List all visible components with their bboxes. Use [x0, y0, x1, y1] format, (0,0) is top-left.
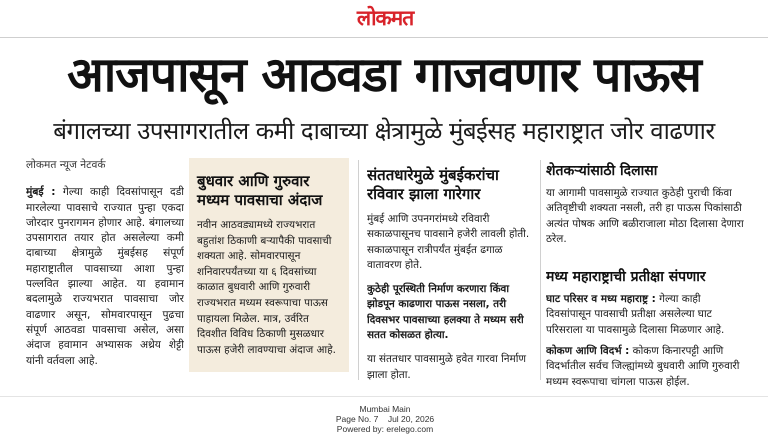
box-text: नवीन आठवड्यामध्ये राज्यभरात बहुतांश ठिकाणी बऱ्यापैकी पावसाची शक्यता आहे. सोमवारपासून शनिवारपर्यंतच्या या ६ दिवसांच्या काळात बुधवारी आणि गुरुवारी राज्यभरात मध्यम स्वरूपाचा पाऊस पाहायला मिळेल. मात्र, उर्वरित दिवशीत विविध ठिकाणी मुसळधार पाऊस हजेरी लावण्याचा अंदाज आहे.	[197, 219, 336, 356]
forecast-box	[189, 158, 349, 372]
page-footer	[300, 404, 470, 434]
central-heading: मध्य महाराष्ट्राची प्रतीक्षा संपणार	[546, 269, 706, 286]
farmers-text: या आगामी पावसामुळे राज्यात कुठेही पुराची किंवा अतिवृष्टीची शक्यता नसली, तरी हा पाऊस पिकांसाठी अत्यंत पोषक आणि बळीराजाला मोठा दिलासा देणारा ठरेल.	[546, 187, 744, 245]
newspaper-logo: लोकमत	[356, 6, 414, 30]
region-ghat-label: घाट परिसर व मध्य महाराष्ट्र :	[546, 293, 656, 306]
column-divider	[540, 160, 541, 380]
lead-text: गेल्या काही दिवसांपासून दडी मारलेल्या पावसाचे राज्यात पुन्हा एकदा जोरदार पुनरागमन होणार आहे. बंगालच्या उपसागरात तयार होत असलेल्या कमी दाबाच्या क्षेत्रामुळे मुंबईसह संपूर्ण महाराष्ट्रातील पावसाच्या आशा पुन्हा पल्लवित झाल्या आहेत. या हवामान बदलामुळे राज्यभरात पावसाचा जोर वाढणार असून, सोमवारपासून पुढचा संपूर्ण आठवडा पावसाचा असेल, असा अंदाज हवामान अभ्यासक अथ्रेय शेट्टी यांनी वर्तवला आहे.	[26, 186, 184, 367]
farmers-heading: शेतकऱ्यांसाठी दिलासा	[546, 163, 658, 179]
mumbai-heading: संततधारेमुळे मुंबईकरांचा रविवार झाला गारेगार	[367, 166, 499, 203]
headline: आजपासून आठवडा गाजवणार पाऊस	[67, 47, 701, 103]
subheadline: बंगालच्या उपसागरातील कमी दाबाच्या क्षेत्रामुळे मुंबईसह महाराष्ट्रात जोर वाढणार	[53, 117, 715, 145]
column-divider	[358, 160, 359, 380]
page-number: Page No. 7	[335, 414, 379, 424]
edition-label: Mumbai Main	[359, 404, 411, 414]
box-heading: बुधवार आणि गुरुवार मध्यम पावसाचा अंदाज	[197, 172, 323, 209]
byline: लोकमत न्यूज नेटवर्क	[26, 159, 106, 171]
powered-by: Powered by: erelego.com	[336, 424, 434, 434]
lead-paragraph	[26, 185, 184, 369]
region-ghat-text: गेल्या काही दिवसांपासून पावसाची प्रतीक्षा असलेल्या घाट परिसराला या पावसामुळे दिलासा मिळणार आहे.	[546, 293, 725, 336]
lead-column	[26, 158, 184, 388]
mumbai-para-3: या संततधार पावसामुळे हवेत गारवा निर्माण झाला होता.	[367, 353, 526, 381]
mumbai-para-2: कुठेही पूरस्थिती निर्माण करणारा किंवा झोडपून काढणारा पाऊस नसला, तरी दिवसभर पावसाच्या हलक्या ते मध्यम सरी सतत कोसळत होत्या.	[367, 283, 524, 342]
farmers-column	[546, 158, 746, 388]
mumbai-para-1: मुंबई आणि उपनगरांमध्ये रविवारी सकाळपासूनच पावसाने हजेरी लावली होती. सकाळपासून रात्रीपर्यंत मुंबईत ढगाळ वातावरण होते.	[367, 213, 530, 271]
region-konkan-text: कोकण किनारपट्टी आणि विदर्भातील सर्वच जिल्ह्यांमध्ये बुधवारी आणि गुरुवारी मध्यम स्वरूपाचा चांगला पाऊस होईल.	[546, 345, 740, 388]
region-ghat	[546, 292, 746, 338]
dateline: मुंबई :	[26, 186, 56, 199]
mumbai-column	[367, 158, 537, 388]
region-konkan	[546, 344, 746, 388]
page-date-line	[300, 414, 470, 424]
bottom-divider	[0, 396, 768, 397]
region-konkan-label: कोकण आणि विदर्भ :	[546, 345, 630, 358]
top-divider	[0, 37, 768, 38]
issue-date: Jul 20, 2026	[387, 414, 435, 424]
